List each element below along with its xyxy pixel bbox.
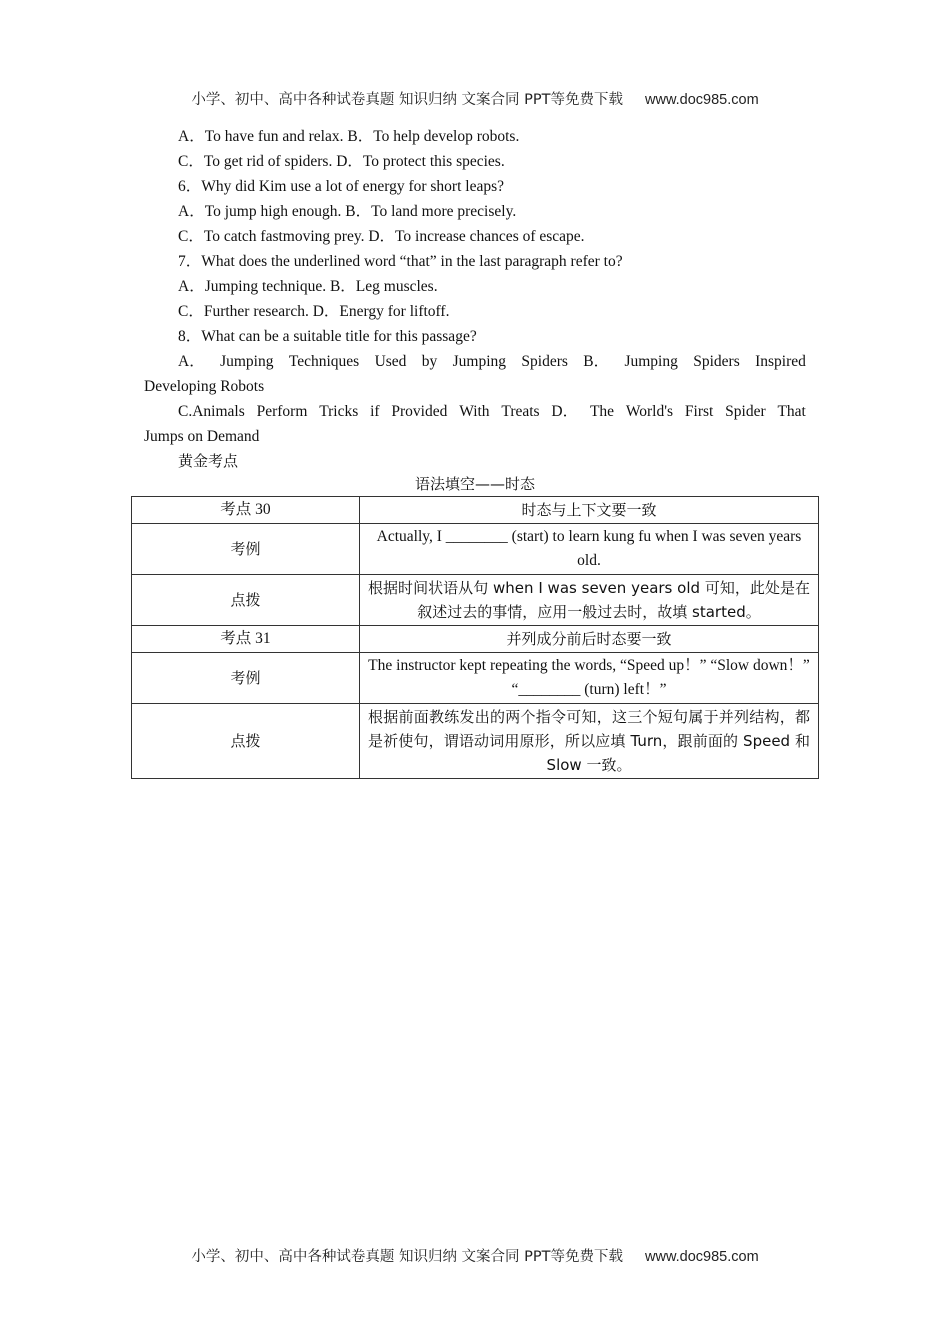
q6-options-row1: A．To jump high enough. B．To land more precisely. [178,203,517,220]
questions-section [144,124,806,474]
q8-option-c-d-continued: Jumps on Demand [144,428,260,445]
point-30-tip: 根据时间状语从句 when I was seven years old 可知，此处是在叙述过去的事情，应用一般过去时，故填 started。 [360,575,819,626]
option-word: if [370,403,380,420]
footer-text: 小学、初中、高中各种试卷真题 知识归纳 文案合同 PPT等免费下载 [191,1249,624,1265]
option-word: First [684,403,714,420]
option-word: D． [551,403,579,420]
option-word: by [421,353,438,370]
q7-options-row1: A．Jumping technique. B．Leg muscles. [178,278,438,295]
q5-options-row1: A．To have fun and relax. B．To help develop robots. [178,128,520,145]
option-word: Jumping [220,353,274,370]
table-title: 语法填空——时态 [414,475,535,493]
option-word: Spiders [693,353,740,370]
option-word: Treats [501,403,540,420]
point-30-label: 考点 30 [132,497,360,524]
option-word: C.Animals [178,403,245,420]
point-30-heading: 时态与上下文要一致 [360,497,819,524]
table-row [132,653,819,704]
header-text: 小学、初中、高中各种试卷真题 知识归纳 文案合同 PPT等免费下载 [191,92,624,108]
q7-stem: 7．What does the underlined word “that” in the last paragraph refer to? [178,253,623,270]
option-word: Provided [391,403,448,420]
page-header [0,88,950,109]
option-word: Jumping [452,353,507,370]
grammar-table [131,496,819,779]
option-word: World's [625,403,674,420]
option-word: Jumping [624,353,678,370]
table-row [132,497,819,524]
option-word: Tricks [319,403,359,420]
point-30-tip-label: 点拨 [132,575,360,626]
q7-options-row2: C．Further research. D．Energy for liftoff. [178,303,450,320]
q5-options-row2: C．To get rid of spiders. D．To protect this species. [178,153,505,170]
option-word: B． [583,353,610,370]
point-31-example: The instructor kept repeating the words, “Speed up！” “Slow down！” “________ (turn) left！” [360,653,819,704]
point-30-example: Actually, I ________ (start) to learn kung fu when I was seven years old. [360,524,819,575]
option-word: Inspired [755,353,806,370]
option-word: Techniques [288,353,360,370]
table-row [132,626,819,653]
q8-option-c-d [144,399,806,424]
point-31-tip: 根据前面教练发出的两个指令可知，这三个短句属于并列结构，都是祈使句，谓语动词用原形，所以应填 Turn，跟前面的 Speed 和 Slow 一致。 [360,704,819,779]
option-word: Spider [725,403,766,420]
option-word: Perform [256,403,308,420]
option-word: Spiders [521,353,568,370]
q8-stem: 8．What can be a suitable title for this passage? [178,328,477,345]
table-row [132,704,819,779]
point-30-example-label: 考例 [132,524,360,575]
option-word: The [589,403,615,420]
q8-option-a-b [144,349,806,374]
page-footer [0,1245,950,1266]
q8-option-a-b-continued: Developing Robots [144,378,265,395]
q6-stem: 6．Why did Kim use a lot of energy for short leaps? [178,178,504,195]
option-word: A． [178,353,205,370]
point-31-example-label: 考例 [132,653,360,704]
table-row [132,575,819,626]
point-31-tip-label: 点拨 [132,704,360,779]
header-site-link[interactable]: www.doc985.com [645,92,759,108]
option-word: Used [374,353,407,370]
section-title: 黄金考点 [178,452,239,470]
table-row [132,524,819,575]
option-word: With [459,403,490,420]
point-31-heading: 并列成分前后时态要一致 [360,626,819,653]
point-31-label: 考点 31 [132,626,360,653]
footer-site-link[interactable]: www.doc985.com [645,1249,759,1265]
q6-options-row2: C．To catch fastmoving prey. D．To increase chances of escape. [178,228,585,245]
option-word: That [777,403,806,420]
